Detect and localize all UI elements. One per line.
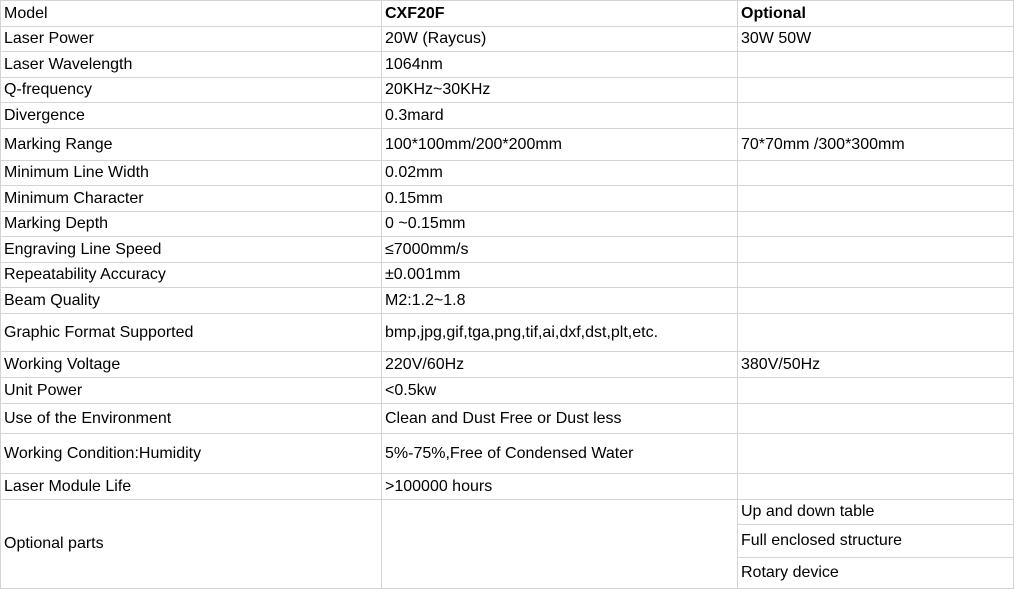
spec-value: 0.02mm xyxy=(382,161,738,186)
spec-value: 0 ~0.15mm xyxy=(382,212,738,237)
spec-label: Graphic Format Supported xyxy=(1,314,382,352)
table-row xyxy=(1,52,1014,78)
spec-optional xyxy=(738,263,1014,288)
spec-optional xyxy=(738,161,1014,186)
optional-part-item: Full enclosed structure xyxy=(738,525,1014,558)
optional-part-item: Up and down table xyxy=(738,500,1014,525)
table-row xyxy=(1,27,1014,52)
table-row xyxy=(1,378,1014,404)
spec-value: 100*100mm/200*200mm xyxy=(382,129,738,161)
spec-label: Laser Wavelength xyxy=(1,52,382,78)
table-row xyxy=(1,314,1014,352)
spec-value: ±0.001mm xyxy=(382,263,738,288)
spec-optional: 70*70mm /300*300mm xyxy=(738,129,1014,161)
spec-label: Laser Module Life xyxy=(1,474,382,500)
table-row xyxy=(1,186,1014,212)
spec-label: Q-frequency xyxy=(1,78,382,103)
spec-value: M2:1.2~1.8 xyxy=(382,288,738,314)
spec-label: Divergence xyxy=(1,103,382,129)
spec-label: Marking Depth xyxy=(1,212,382,237)
header-row xyxy=(1,1,1014,27)
spec-label: Marking Range xyxy=(1,129,382,161)
spec-optional xyxy=(738,474,1014,500)
spec-optional xyxy=(738,404,1014,434)
spec-value: 20W (Raycus) xyxy=(382,27,738,52)
table-row xyxy=(1,103,1014,129)
spec-label: Minimum Character xyxy=(1,186,382,212)
table-row xyxy=(1,434,1014,474)
optional-parts-label: Optional parts xyxy=(1,500,382,589)
spec-label: Laser Power xyxy=(1,27,382,52)
spec-value: 20KHz~30KHz xyxy=(382,78,738,103)
spec-value: <0.5kw xyxy=(382,378,738,404)
spec-label: Working Condition:Humidity xyxy=(1,434,382,474)
spec-value: ≤7000mm/s xyxy=(382,237,738,263)
optional-parts-blank xyxy=(382,500,738,589)
spec-optional: 30W 50W xyxy=(738,27,1014,52)
spec-value: 0.15mm xyxy=(382,186,738,212)
spec-optional xyxy=(738,78,1014,103)
table-row xyxy=(1,352,1014,378)
spec-optional xyxy=(738,378,1014,404)
spec-value: 1064nm xyxy=(382,52,738,78)
table-row xyxy=(1,404,1014,434)
spec-value: 0.3mard xyxy=(382,103,738,129)
spec-value: Clean and Dust Free or Dust less xyxy=(382,404,738,434)
spec-optional xyxy=(738,288,1014,314)
table-row xyxy=(1,129,1014,161)
table-row xyxy=(1,263,1014,288)
header-model: Model xyxy=(1,1,382,27)
spec-optional xyxy=(738,103,1014,129)
spec-value: >100000 hours xyxy=(382,474,738,500)
spec-optional xyxy=(738,237,1014,263)
spec-value: 5%-75%,Free of Condensed Water xyxy=(382,434,738,474)
optional-part-item: Rotary device xyxy=(738,558,1014,589)
spec-label: Use of the Environment xyxy=(1,404,382,434)
spec-label: Working Voltage xyxy=(1,352,382,378)
table-row xyxy=(1,161,1014,186)
table-row xyxy=(1,212,1014,237)
header-product: CXF20F xyxy=(382,1,738,27)
spec-value: 220V/60Hz xyxy=(382,352,738,378)
table-row xyxy=(1,237,1014,263)
header-optional: Optional xyxy=(738,1,1014,27)
table-row xyxy=(1,474,1014,500)
spec-value: bmp,jpg,gif,tga,png,tif,ai,dxf,dst,plt,etc. xyxy=(382,314,738,352)
spec-optional xyxy=(738,314,1014,352)
optional-parts-row xyxy=(1,500,1014,525)
spec-optional xyxy=(738,186,1014,212)
spec-optional xyxy=(738,434,1014,474)
spec-label: Minimum Line Width xyxy=(1,161,382,186)
spec-label: Unit Power xyxy=(1,378,382,404)
spec-optional xyxy=(738,52,1014,78)
spec-label: Repeatability Accuracy xyxy=(1,263,382,288)
spec-optional xyxy=(738,212,1014,237)
table-row xyxy=(1,78,1014,103)
spec-label: Engraving Line Speed xyxy=(1,237,382,263)
spec-optional: 380V/50Hz xyxy=(738,352,1014,378)
table-row xyxy=(1,288,1014,314)
spec-label: Beam Quality xyxy=(1,288,382,314)
